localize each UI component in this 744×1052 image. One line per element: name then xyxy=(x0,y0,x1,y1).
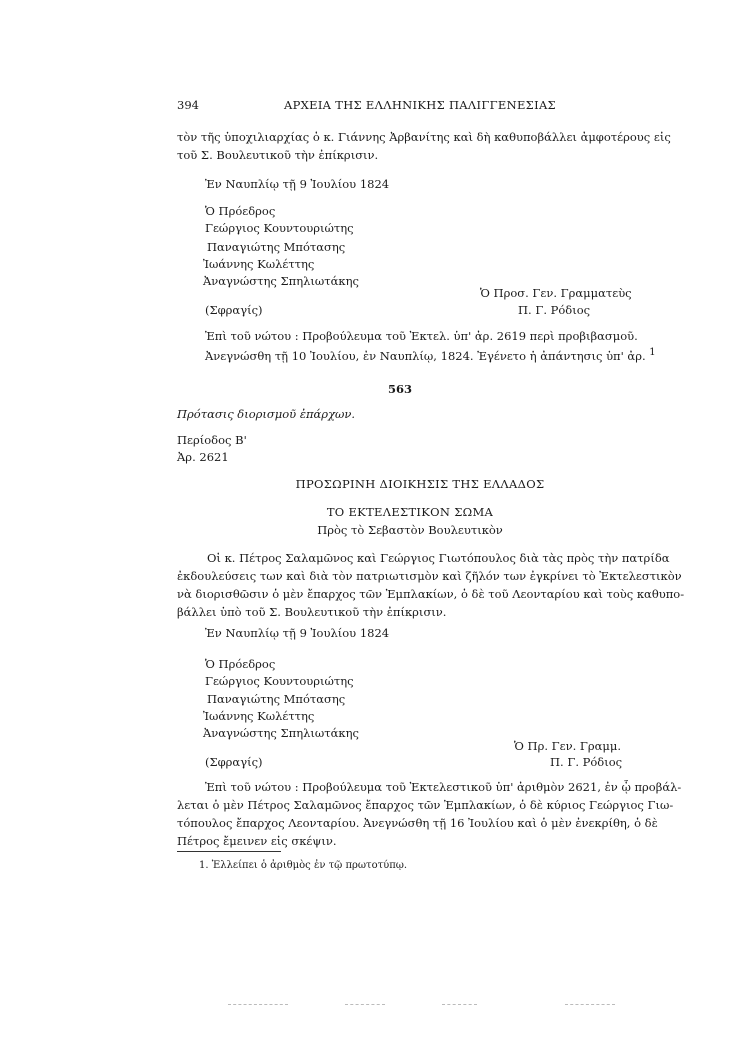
scan-artifact-line xyxy=(442,1004,477,1005)
doc563-back-note-line-4: Πέτρος ἔμεινεν εἰς σκέψιν. xyxy=(177,834,337,848)
doc562-text-line-2: τοῦ Σ. Βουλευτικοῦ τὴν ἐπίκρισιν. xyxy=(177,148,379,162)
doc563-body-line-2: ἐκδουλεύσεις των καὶ διὰ τὸν πατριωτισμὸν καὶ ζῆλόν των ἐγκρίνει τὸ Ἐκτελεστικὸν xyxy=(177,569,682,583)
footnote-divider xyxy=(177,851,281,852)
document-number: 563 xyxy=(387,382,412,396)
doc563-president-title: Ὁ Πρόεδρος xyxy=(205,657,276,671)
doc562-president-title: Ὁ Πρόεδρος xyxy=(205,204,276,218)
doc563-ref-number: Ἀρ. 2621 xyxy=(177,450,229,464)
doc563-date: Ἐν Ναυπλίῳ τῇ 9 Ἰουλίου 1824 xyxy=(205,626,390,640)
footnote-reference: 1 xyxy=(649,347,656,358)
doc563-body-line-3: νὰ διορισθῶσιν ὁ μὲν ἔπαρχος τῶν Ἐμπλακίων, ὁ δὲ τοῦ Λεονταρίου καὶ τοὺς καθυπο- xyxy=(177,587,685,601)
doc563-heading-government: ΠΡΟΣΩΡΙΝΗ ΔΙΟΙΚΗΣΙΣ ΤΗΣ ΕΛΛΑΔΟΣ xyxy=(295,477,545,491)
doc563-back-note-line-2: λεται ὁ μὲν Πέτρος Σαλαμῶνος ἔπαρχος τῶν Ἐμπλακίων, ὁ δὲ κύριος Γεώργιος Γιω- xyxy=(177,798,674,812)
scan-artifact-line xyxy=(565,1004,615,1005)
scan-artifact-line xyxy=(228,1004,288,1005)
doc563-member: Παναγιώτης Μπότασης xyxy=(207,692,346,706)
doc563-back-note-line-1: Ἐπὶ τοῦ νώτου : Προβούλευμα τοῦ Ἐκτελεστικοῦ ὑπ' ἀριθμὸν 2621, ἐν ᾧ προβάλ- xyxy=(205,780,682,794)
doc562-member: Παναγιώτης Μπότασης xyxy=(207,240,346,254)
doc562-secretary-name: Π. Γ. Ρόδιος xyxy=(518,303,591,317)
doc562-secretary-title: Ὁ Προσ. Γεν. Γραμματεὺς xyxy=(480,286,632,300)
doc563-body-line-4: βάλλει ὑπὸ τοῦ Σ. Βουλευτικοῦ τὴν ἐπίκρισιν. xyxy=(177,605,447,619)
doc562-date: Ἐν Ναυπλίῳ τῇ 9 Ἰουλίου 1824 xyxy=(205,177,390,191)
doc563-president-name: Γεώργιος Κουντουριώτης xyxy=(205,674,354,688)
doc563-heading-executive: ΤΟ ΕΚΤΕΛΕΣΤΙΚΟΝ ΣΩΜΑ xyxy=(326,505,494,519)
scan-artifact-line xyxy=(345,1004,385,1005)
doc562-president-name: Γεώργιος Κουντουριώτης xyxy=(205,221,354,235)
footnote-text: 1. Ἐλλείπει ὁ ἀριθμὸς ἐν τῷ πρωτοτύπῳ. xyxy=(199,860,408,871)
document-subject: Πρότασις διορισμοῦ ἐπάρχων. xyxy=(177,407,356,421)
doc562-back-note-line-1: Ἐπὶ τοῦ νώτου : Προβούλευμα τοῦ Ἐκτελ. ὑπ' ἀρ. 2619 περὶ προβιβασμοῦ. xyxy=(205,329,638,343)
doc563-heading-addressee: Πρὸς τὸ Σεβαστὸν Βουλευτικὸν xyxy=(317,523,503,537)
doc563-body-line-1: Οἱ κ. Πέτρος Σαλαμῶνος καὶ Γεώργιος Γιωτόπουλος διὰ τὰς πρὸς τὴν πατρίδα xyxy=(207,551,670,565)
page-number: 394 xyxy=(177,98,199,112)
doc562-member: Ἀναγνώστης Σπηλιωτάκης xyxy=(203,274,359,288)
doc562-back-note-text: Ἀνεγνώσθη τῇ 10 Ἰουλίου, ἐν Ναυπλίῳ, 1824. Ἐγένετο ἡ ἀπάντησις ὑπ' ἀρ. xyxy=(205,348,646,363)
running-title: ΑΡΧΕΙΑ ΤΗΣ ΕΛΛΗΝΙΚΗΣ ΠΑΛΙΓΓΕΝΕΣΙΑΣ xyxy=(284,98,556,112)
doc562-back-note-line-2 xyxy=(205,344,656,365)
doc563-secretary-name: Π. Γ. Ρόδιος xyxy=(550,755,623,769)
doc563-member: Ἀναγνώστης Σπηλιωτάκης xyxy=(203,726,359,740)
doc563-seal: (Σφραγίς) xyxy=(205,755,263,769)
doc563-back-note-line-3: τόπουλος ἔπαρχος Λεονταρίου. Ἀνεγνώσθη τῇ 16 Ἰουλίου καὶ ὁ μὲν ἐνεκρίθη, ὁ δὲ xyxy=(177,816,658,830)
doc563-secretary-title: Ὁ Πρ. Γεν. Γραμμ. xyxy=(514,739,621,753)
doc563-period: Περίοδος Β' xyxy=(177,433,247,447)
doc562-text-line-1: τὸν τῆς ὑποχιλιαρχίας ὁ κ. Γιάννης Ἀρβανίτης καὶ δὴ καθυποβάλλει ἀμφοτέρους εἰς xyxy=(177,130,671,144)
doc562-member: Ἰωάννης Κωλέττης xyxy=(203,257,315,271)
doc563-member: Ἰωάννης Κωλέττης xyxy=(203,709,315,723)
doc562-seal: (Σφραγίς) xyxy=(205,303,263,317)
